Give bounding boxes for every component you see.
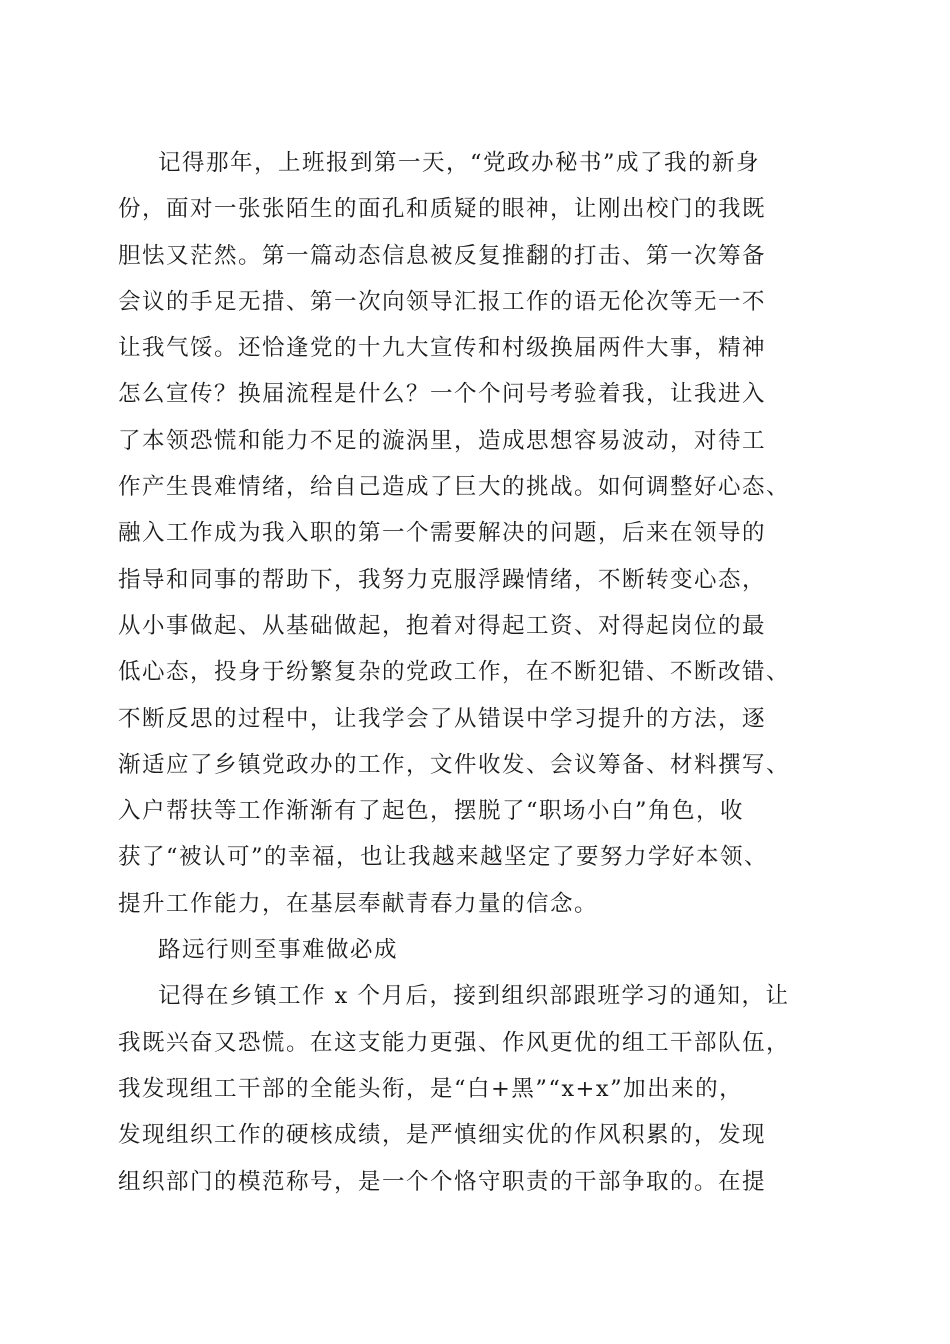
text-line: 获了“被认可”的幸福，也让我越来越坚定了要努力学好本领、	[118, 844, 769, 871]
text-line: 组织部门的模范称号，是一个个恪守职责的干部争取的。在提	[118, 1168, 767, 1195]
text-line: 怎么宣传？换届流程是什么？一个个问号考验着我，让我进入	[118, 381, 767, 408]
text-line: 我发现组工干部的全能头衔，是“白+黑”“x+x”加出来的，	[118, 1075, 744, 1102]
text-line: 了本领恐慌和能力不足的漩涡里，造成思想容易波动，对待工	[118, 427, 767, 454]
text-line: 从小事做起、从基础做起，抱着对得起工资、对得起岗位的最	[118, 612, 767, 639]
text-line: 指导和同事的帮助下，我努力克服浮躁情绪，不断转变心态，	[118, 566, 767, 593]
section-heading: 路远行则至事难做必成	[158, 937, 399, 964]
text-line: 让我气馁。还恰逢党的十九大宣传和村级换届两件大事，精神	[118, 335, 767, 362]
text-line: 作产生畏难情绪，给自己造成了巨大的挑战。如何调整好心态、	[118, 474, 791, 501]
text-line: 不断反思的过程中，让我学会了从错误中学习提升的方法，逐	[118, 705, 767, 732]
text-line: 低心态，投身于纷繁复杂的党政工作，在不断犯错、不断改错、	[118, 659, 791, 686]
text-line: 融入工作成为我入职的第一个需要解决的问题，后来在领导的	[118, 520, 767, 547]
text-line: 提升工作能力，在基层奉献青春力量的信念。	[118, 890, 599, 917]
text-line: 入户帮扶等工作渐渐有了起色，摆脱了“职场小白”角色，收	[118, 798, 745, 825]
text-line: 会议的手足无措、第一次向领导汇报工作的语无伦次等无一不	[118, 288, 767, 315]
text-line: 发现组织工作的硬核成绩，是严慎细实优的作风积累的，发现	[118, 1122, 767, 1149]
text-line: 记得那年，上班报到第一天，“党政办秘书”成了我的新身	[158, 150, 761, 176]
text-line: 记得在乡镇工作 x 个月后，接到组织部跟班学习的通知，让	[158, 983, 790, 1010]
text-line: 份，面对一张张陌生的面孔和质疑的眼神，让刚出校门的我既	[118, 196, 767, 223]
text-line: 渐适应了乡镇党政办的工作，文件收发、会议筹备、材料撰写、	[118, 751, 791, 778]
paragraph-2	[118, 973, 848, 1204]
document-body	[118, 140, 848, 1205]
paragraph-1	[118, 140, 848, 927]
text-line: 我既兴奋又恐慌。在这支能力更强、作风更优的组工干部队伍，	[118, 1029, 791, 1056]
text-line: 胆怯又茫然。第一篇动态信息被反复推翻的打击、第一次筹备	[118, 242, 767, 269]
